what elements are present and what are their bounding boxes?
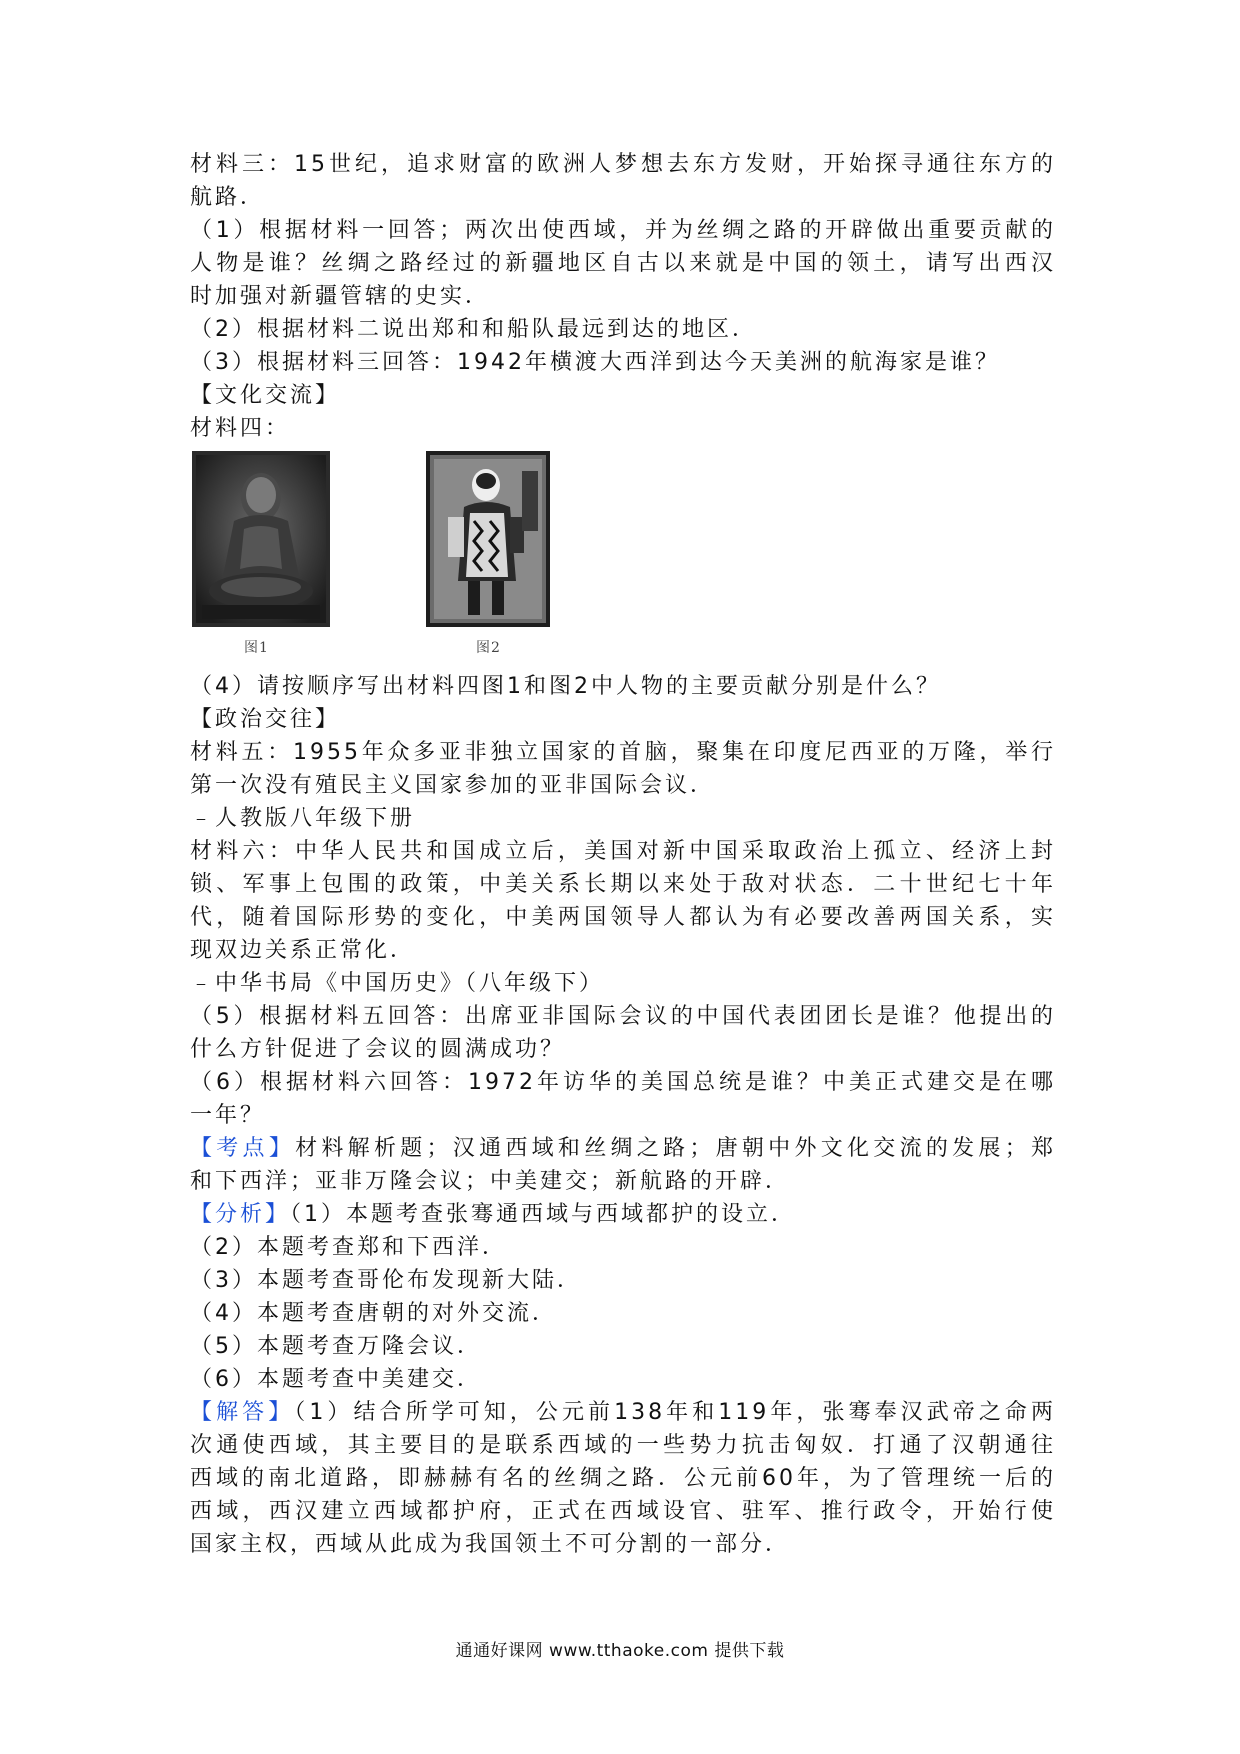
- text-line: 时加强对新疆管辖的史实．: [190, 284, 491, 309]
- kaodian-tag: 【考点】: [190, 1136, 296, 1161]
- figure-2-caption: 图2: [476, 640, 501, 656]
- text-line: （4）请按顺序写出材料四图1和图2中人物的主要贡献分别是什么？: [190, 674, 941, 699]
- text-line: 锁、军事上包围的政策，中美关系长期以来处于敌对状态．二十世纪七十年: [190, 872, 1056, 897]
- fenxi-line: [190, 1198, 1056, 1231]
- text-line: （3）本题考查哥伦布发现新大陆．: [190, 1268, 582, 1293]
- text-line: 次通使西域，其主要目的是联系西域的一些势力抗击匈奴．打通了汉朝通往: [190, 1433, 1056, 1458]
- kaodian-line: [190, 1132, 1056, 1165]
- text-line: 什么方针促进了会议的圆满成功？: [190, 1037, 566, 1062]
- text-line: 材料五：1955年众多亚非独立国家的首脑，聚集在印度尼西亚的万隆，举行: [190, 740, 1056, 765]
- fenxi-text: （1）本题考查张骞通西域与西域都护的设立．: [290, 1202, 797, 1227]
- text-line: 西域，西汉建立西域都护府，正式在西域设官、驻军、推行政令，开始行使: [190, 1499, 1056, 1524]
- text-line: 和下西洋；亚非万隆会议；中美建交；新航路的开辟．: [190, 1169, 791, 1194]
- source-line: ﹣中华书局《中国历史》（八年级下）: [190, 971, 605, 996]
- text-line: （3）根据材料三回答：1942年横渡大西洋到达今天美洲的航海家是谁？: [190, 350, 1000, 375]
- text-line: （5）本题考查万隆会议．: [190, 1334, 482, 1359]
- jieda-line: [190, 1396, 1056, 1429]
- text-line: 材料四：: [190, 416, 291, 441]
- jieda-tag: 【解答】: [190, 1400, 295, 1425]
- text-line: 航路．: [190, 185, 266, 210]
- text-line: （1）根据材料一回答；两次出使西域，并为丝绸之路的开辟做出重要贡献的: [190, 218, 1056, 243]
- figure-2-image: [426, 451, 550, 627]
- text-line: 人物是谁？丝绸之路经过的新疆地区自古以来就是中国的领土，请写出西汉: [190, 251, 1056, 276]
- text-line: 国家主权，西域从此成为我国领土不可分割的一部分．: [190, 1532, 791, 1557]
- section-heading: 【文化交流】: [190, 383, 341, 408]
- text-line: （5）根据材料五回答：出席亚非国际会议的中国代表团团长是谁？他提出的: [190, 1004, 1056, 1029]
- figure-row: [190, 445, 1056, 670]
- text-line: 西域的南北道路，即赫赫有名的丝绸之路．公元前60年，为了管理统一后的: [190, 1466, 1056, 1491]
- text-line: （2）本题考查郑和下西洋．: [190, 1235, 507, 1260]
- text-line: 第一次没有殖民主义国家参加的亚非国际会议．: [190, 773, 716, 798]
- text-line: 材料六：中华人民共和国成立后，美国对新中国采取政治上孤立、经济上封: [190, 839, 1056, 864]
- kaodian-text: 材料解析题；汉通西域和丝绸之路；唐朝中外文化交流的发展；郑: [295, 1136, 1056, 1161]
- source-line: ﹣人教版八年级下册: [190, 806, 416, 831]
- text-line: 材料三：15世纪，追求财富的欧洲人梦想去东方发财，开始探寻通往东方的: [190, 152, 1056, 177]
- text-line: （6）根据材料六回答：1972年访华的美国总统是谁？中美正式建交是在哪: [190, 1070, 1056, 1095]
- document-body: [190, 148, 1056, 1561]
- text-line: 现双边关系正常化．: [190, 938, 416, 963]
- text-line: （2）根据材料二说出郑和和船队最远到达的地区．: [190, 317, 757, 342]
- text-line: （4）本题考查唐朝的对外交流．: [190, 1301, 557, 1326]
- text-line: （6）本题考查中美建交．: [190, 1367, 482, 1392]
- section-heading: 【政治交往】: [190, 707, 341, 732]
- figure-1-caption: 图1: [244, 640, 269, 656]
- text-line: 代，随着国际形势的变化，中美两国领导人都认为有必要改善两国关系，实: [190, 905, 1056, 930]
- text-line: 一年？: [190, 1103, 266, 1128]
- jieda-text: （1）结合所学可知，公元前138年和119年，张骞奉汉武帝之命两: [294, 1400, 1056, 1425]
- figure-1-image: [192, 451, 330, 627]
- page-footer: 通通好课网 www.tthaoke.com 提供下载: [455, 1641, 785, 1661]
- fenxi-tag: 【分析】: [190, 1202, 291, 1227]
